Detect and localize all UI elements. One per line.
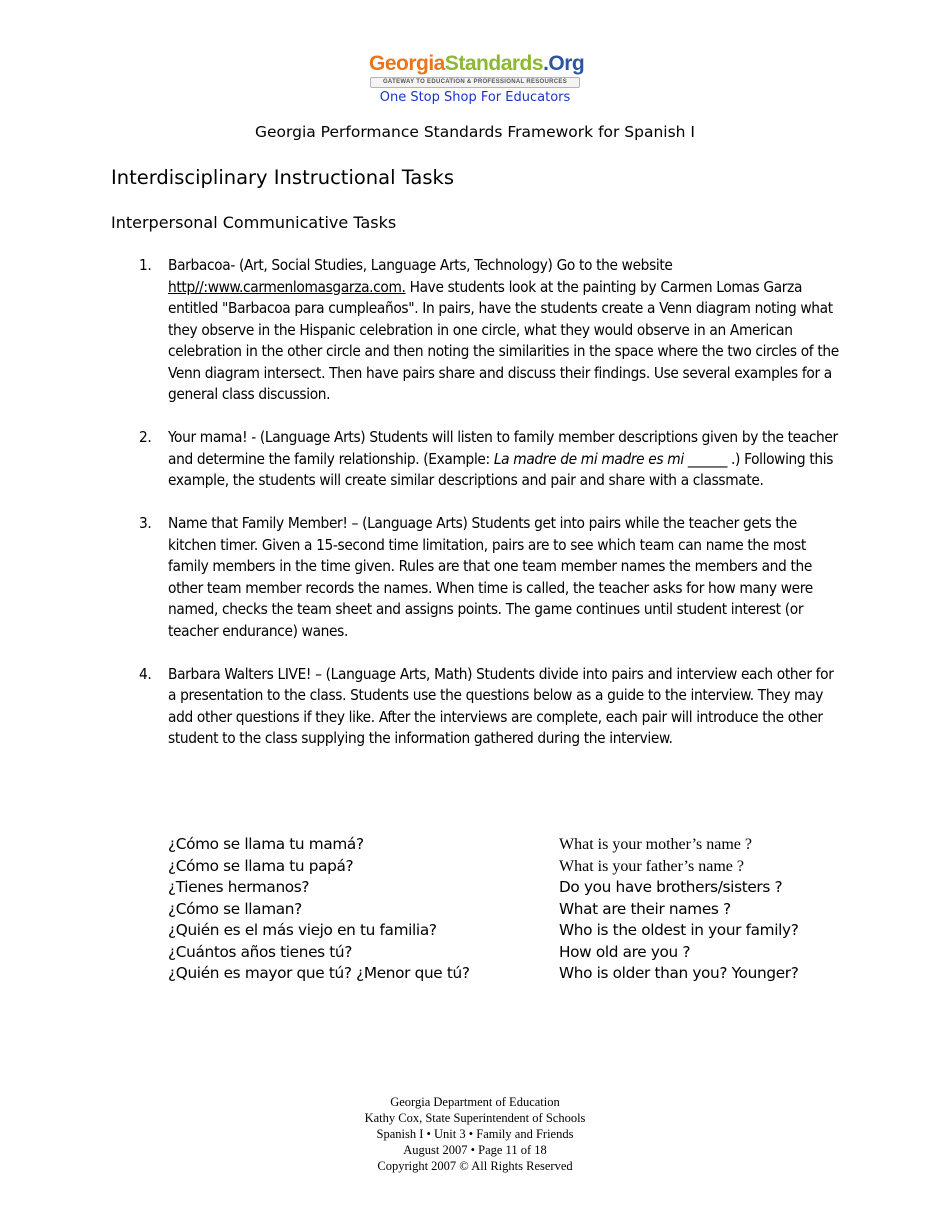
question-english: How old are you ? [559,942,691,961]
logo-wordmark [369,52,585,76]
task-number: 1. [139,256,152,274]
subsection-title: Interpersonal Communicative Tasks [111,213,397,232]
footer-line-department: Georgia Department of Education [390,1095,560,1109]
footer-line-copyright: Copyright 2007 © All Rights Reserved [377,1159,573,1173]
page-header [0,52,950,106]
question-english: Who is older than you? Younger? [559,964,799,982]
question-english: Who is the oldest in your family? [559,921,799,939]
question-spanish: ¿Cómo se llama tu mamá? [168,835,364,853]
logo-part-standards: Standards [444,52,544,75]
question-spanish: ¿Cómo se llama tu papá? [168,856,354,875]
georgiastandards-logo [369,52,585,90]
question-english: What are their names ? [559,899,731,918]
question-row [168,899,848,921]
section-title: Interdisciplinary Instructional Tasks [111,166,454,189]
framework-title: Georgia Performance Standards Framework for Spanish I [254,123,696,141]
logo-part-georgia: Georgia [369,52,445,75]
task-text: Barbacoa- (Art, Social Studies, Language Arts, Technology) Go to the website [168,256,673,274]
task-item-barbara-walters-live [111,664,841,750]
question-spanish: ¿Cuántos años tienes tú? [168,942,353,961]
task-text: Barbara Walters LIVE! – (Language Arts, Math) Students divide into pairs and interview each other for a presentation to the class. Students use the questions below as a guide to the interview. They may add other questions if they like. After the interviews are complete, each pair will introduce the other student to the class supplying the information gathered during the interview. [168,664,834,747]
question-spanish: ¿Tienes hermanos? [168,878,310,896]
question-row [168,877,848,899]
footer-line-unit: Spanish I • Unit 3 • Family and Friends [376,1127,574,1141]
task-text: ______ .) Following this example, the students will create similar descriptions and pair and share with a classmate. [168,449,834,489]
task-text: Have students look at the painting by Carmen Lomas Garza entitled "Barbacoa para cumpleaños". In pairs, have the students create a Venn diagram noting what they observe in the Hispanic celebration in one circle, what they would observe in an American celebration in the other circle and then noting the similarities in the space where the two circles of the Venn diagram intersect. Then have pairs share and discuss their findings. Use several examples for a general class discussion. [168,277,839,403]
question-english: What is your father’s name ? [559,857,744,875]
question-spanish: ¿Quién es mayor que tú? ¿Menor que tú? [168,964,470,982]
logo-tagline: One Stop Shop For Educators [379,90,571,105]
task-item-your-mama [111,427,841,492]
task-number: 4. [139,664,152,683]
task-number: 2. [139,428,152,446]
question-row [168,942,848,964]
logo-part-org: .Org [543,52,585,75]
question-row [168,856,848,878]
question-english: What is your mother’s name ? [559,836,752,853]
interview-questions [168,834,848,985]
logo-subtitle-bar: GATEWAY TO EDUCATION & PROFESSIONAL RESOURCES [370,77,580,88]
task-list [111,255,841,771]
footer-line-superintendent: Kathy Cox, State Superintendent of Schools [364,1111,586,1125]
question-spanish: ¿Quién es el más viejo en tu familia? [168,921,437,939]
footer-line-page: August 2007 • Page 11 of 18 [403,1143,547,1157]
question-row [168,963,848,985]
task-item-name-that-family-member [111,513,841,642]
task-text: Your mama! - (Language Arts) Students will listen to family member descriptions given by the teacher and determine the family relationship. (Example: [168,428,838,468]
task-number: 3. [139,514,152,532]
question-english: Do you have brothers/sisters ? [559,878,783,896]
question-spanish: ¿Cómo se llaman? [168,899,302,918]
task-item-barbacoa [111,255,841,406]
page-footer [0,1094,950,1174]
task-example-italic: La madre de mi madre es mi [493,449,684,468]
carmen-lomas-garza-link[interactable]: http//:www.carmenlomasgarza.com. [168,277,406,296]
question-row [168,834,848,856]
task-text: Name that Family Member! – (Language Arts) Students get into pairs while the teacher gets the kitchen timer. Given a 15-second time limitation, pairs are to see which team can name the most family members in the time given. Rules are that one team member names the members and the other team member records the names. When time is called, the teacher asks for how many were named, checks the team sheet and assigns points. The game continues until student interest (or teacher endurance) wanes. [168,514,813,640]
question-row [168,920,848,942]
